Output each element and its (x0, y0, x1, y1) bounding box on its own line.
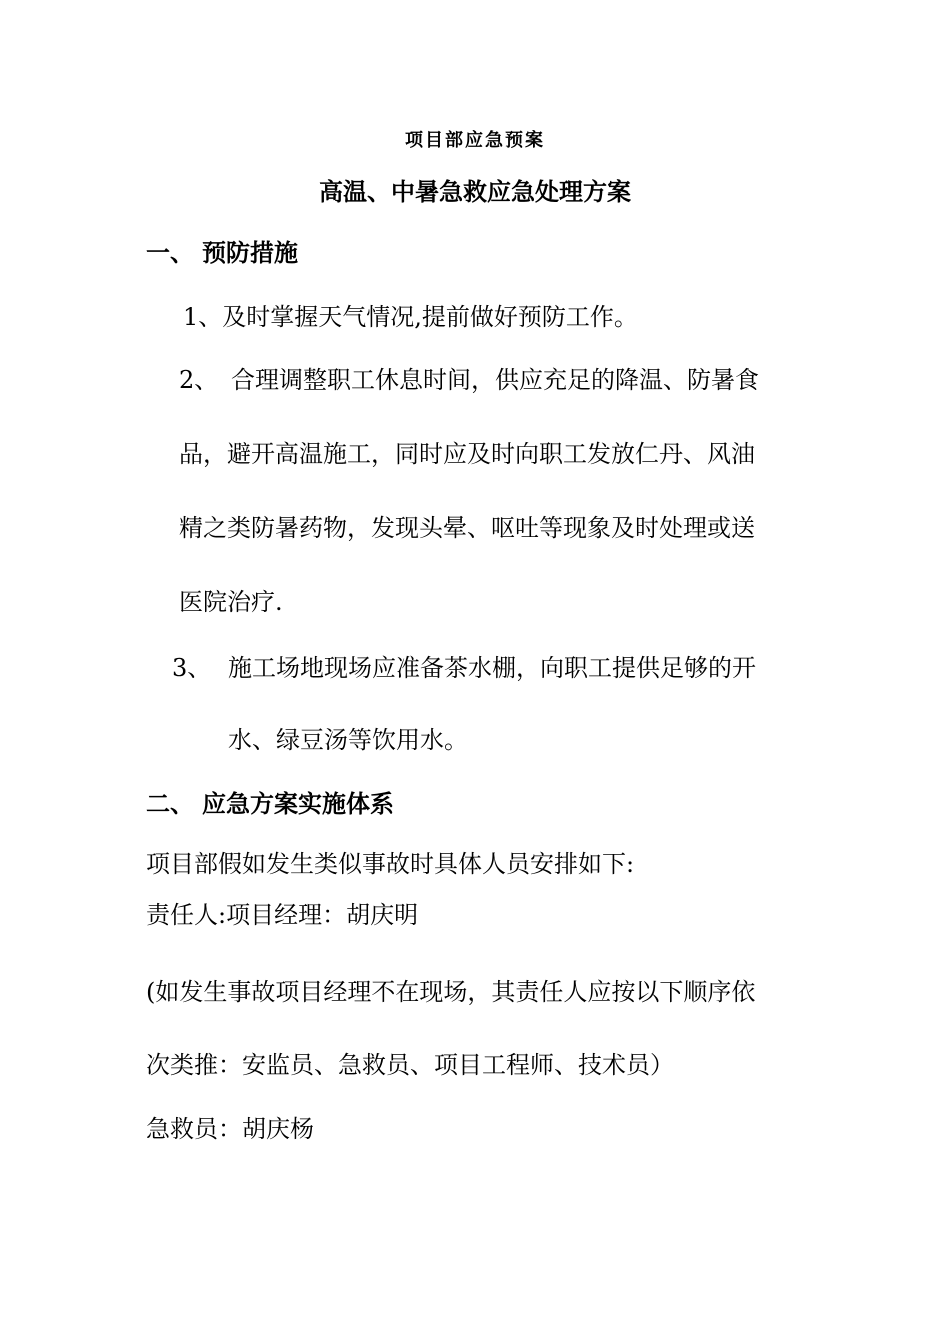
document-title: 高温、中暑急救应急处理方案 (319, 177, 631, 206)
section2-paragraph-1: 项目部假如发生类似事故时具体人员安排如下: (146, 850, 635, 878)
section1-heading: 预防措施 (202, 238, 298, 267)
section2-note-line-2: 次类推：安监员、急救员、项目工程师、技术员） (146, 1051, 674, 1079)
section1-item-2-line-2: 品，避开高温施工，同时应及时向职工发放仁丹、风油 (179, 440, 755, 468)
section2-heading: 应急方案实施体系 (202, 789, 394, 818)
section1-item-3-line-2: 水、绿豆汤等饮用水。 (228, 726, 468, 754)
section1-item-3-line-1: 施工场地现场应准备茶水棚，向职工提供足够的开 (228, 654, 756, 682)
section2-number: 二、 (146, 789, 194, 818)
document-header: 项目部应急预案 (405, 130, 545, 151)
section1-item-3-number: 3、 (172, 654, 212, 682)
section1-item-2-line-4: 医院治疗. (179, 588, 283, 616)
section1-item-1: 1、及时掌握天气情况,提前做好预防工作。 (183, 303, 638, 331)
section2-note-line-1: (如发生事故项目经理不在现场，其责任人应按以下顺序依 (146, 978, 756, 1006)
section2-first-aider: 急救员：胡庆杨 (146, 1115, 314, 1143)
section1-number: 一、 (146, 238, 194, 267)
section2-responsible-person: 责任人:项目经理：胡庆明 (146, 901, 419, 929)
section1-item-2-line-1: 合理调整职工休息时间，供应充足的降温、防暑食 (231, 366, 759, 394)
section1-item-2-line-3: 精之类防暑药物，发现头晕、呕吐等现象及时处理或送 (179, 514, 755, 542)
section1-item-2-number: 2、 (179, 366, 219, 394)
